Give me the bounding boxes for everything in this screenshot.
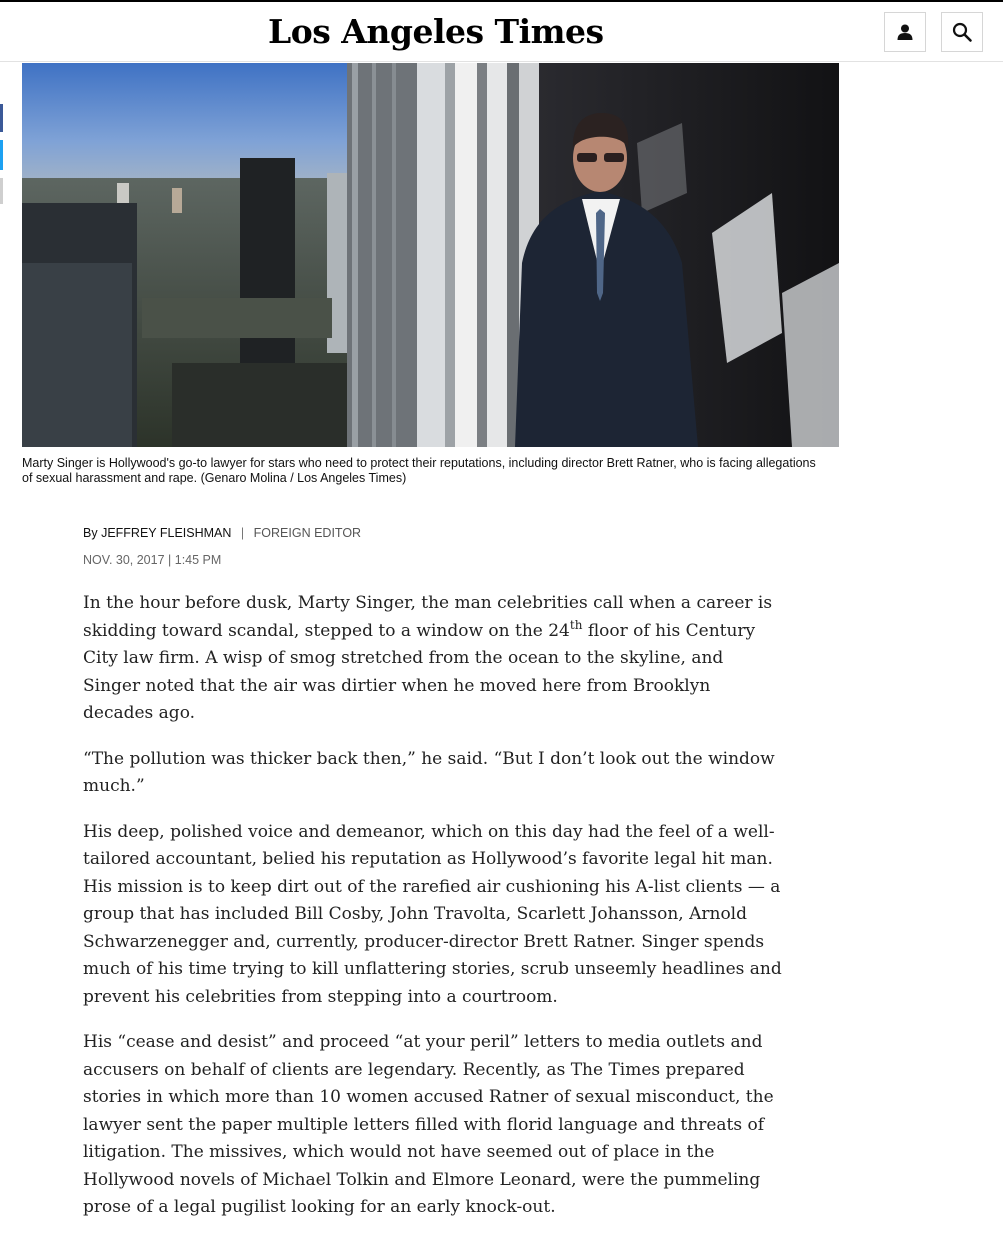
search-button[interactable] [941, 12, 983, 52]
publish-date: NOV. 30, 2017 | 1:45 PM [83, 553, 222, 567]
author-role: FOREIGN EDITOR [253, 526, 362, 540]
byline-separator: | [240, 526, 245, 540]
twitter-icon[interactable] [0, 140, 3, 170]
article-paragraph: His “cease and desist” and proceed “at your peril” letters to media outlets and accusers on behalf of clients are legendary. Recently, as The Times prepared stories in which more than 10 women accused Ratner of sexual misconduct, the lawyer sent the paper multiple letters filled with florid language and threats of litigation. The missives, which would not have seemed out of place in the Hollywood novels of Michael Tolkin and Elmore Leonard, were the pummeling prose of a legal pugilist looking for an early knock-out. [83, 1032, 774, 1217]
byline [83, 526, 361, 540]
article-paragraph: “The pollution was thicker back then,” he said. “But I don’t look out the window much.” [83, 748, 775, 796]
paragraph-1-text: In the hour before dusk, Marty Singer, the man celebrities call when a career is skidding toward scandal, stepped to a window on the 24 [83, 593, 773, 641]
article-body [83, 590, 783, 1240]
facebook-icon[interactable] [0, 104, 3, 132]
lead-photo [22, 63, 839, 447]
account-button[interactable] [884, 12, 926, 52]
byline-prefix: By [83, 526, 98, 540]
user-icon [896, 23, 914, 41]
article-paragraph: His deep, polished voice and demeanor, which on this day had the feel of a well-tailored accountant, belied his reputation as Hollywood’s favorite legal hit man. His mission is to keep dirt out of the rarefied air cushioning his A-list clients — a group that has included Bill Cosby, John Travolta, Scarlett Johansson, Arnold Schwarzenegger and, currently, producer-director Brett Ratner. Singer spends much of his time trying to kill unflattering stories, scrub unseemly headlines and prevent his celebrities from stepping into a courtroom. [83, 821, 782, 1007]
search-icon [952, 22, 972, 42]
email-icon[interactable] [0, 178, 3, 204]
author-link[interactable]: JEFFREY FLEISHMAN [101, 526, 232, 540]
paragraph-1-text-continued: floor of his Century City law firm. A wisp of smog stretched from the ocean to the skyline, and Singer noted that the air was dirtier when he moved here from Brooklyn decades ago. [83, 620, 756, 723]
ordinal-suffix: th [569, 617, 583, 632]
article-paragraph [83, 590, 783, 728]
site-header [0, 0, 1003, 62]
site-logo[interactable]: Los Angeles Times [268, 12, 604, 51]
photo-caption: Marty Singer is Hollywood's go-to lawyer for stars who need to protect their reputations, including director Brett Ratner, who is facing allegations of sexual harassment and rape. (Genaro Molina / Los Angeles Times) [22, 456, 816, 485]
